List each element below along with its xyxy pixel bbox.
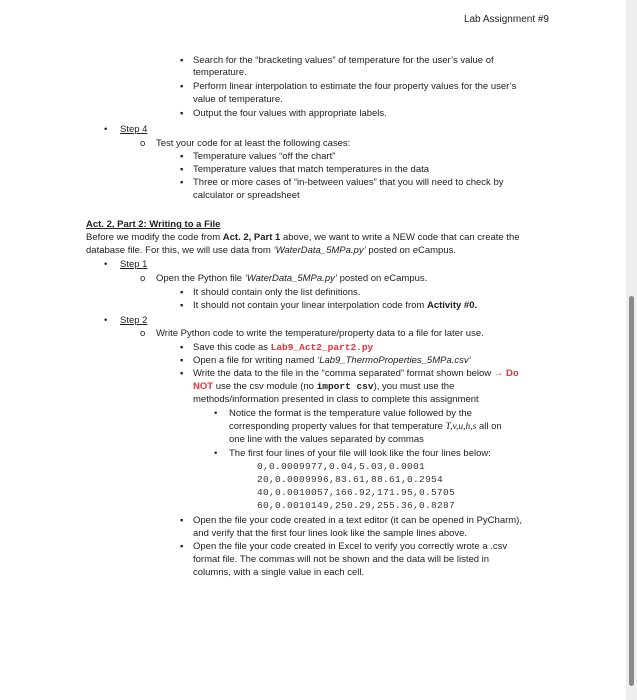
text-line: Temperature values that match temperatures in the data: [193, 164, 430, 175]
square-bullet-icon: ▪: [180, 342, 184, 353]
circle-bullet-icon: o: [140, 273, 146, 284]
step2-label: Step 2: [120, 315, 148, 326]
text-line: Open the file your code created in a text editor (it can be opened in PyCharm),: [193, 515, 522, 526]
section-heading: Act. 2, Part 2: Writing to a File: [86, 219, 221, 230]
text-line: one line with the values separated by commas: [229, 434, 424, 445]
intro-line: database file. For this, we will use data from ‘WaterData_5MPa.py’ posted on eCampus.: [86, 245, 456, 256]
square-bullet-icon: ▪: [180, 164, 184, 175]
square-bullet-icon: ▪: [180, 541, 184, 552]
text-line: columns, with a single value in each cell.: [193, 567, 365, 578]
text-line: and verify that the first four lines look like the sample lines above.: [193, 528, 468, 539]
text-line: methods/information presented in class to complete this assignment: [193, 394, 479, 405]
square-bullet-icon: ▪: [180, 300, 184, 311]
step1-label: Step 1: [120, 259, 148, 270]
csv-sample-line: 0,0.0009977,0.04,5.03,0.0001: [257, 461, 426, 472]
square-bullet-icon: ▪: [180, 108, 184, 119]
text-line: Temperature values “off the chart”: [193, 151, 336, 162]
text-line: Output the four values with appropriate labels.: [193, 108, 387, 119]
square-bullet-icon: ▪: [180, 81, 184, 92]
text-line: temperature.: [193, 67, 247, 78]
text-line: It should contain only the list definitions.: [193, 287, 361, 298]
round-bullet-icon: •: [214, 408, 218, 419]
csv-sample-line: 40,0.0010057,166.92,171.95,0.5705: [257, 487, 456, 498]
round-bullet-icon: •: [214, 448, 218, 459]
text-line: Write the data to the file in the “comma separated” format shown below → Do: [193, 368, 519, 379]
square-bullet-icon: ▪: [180, 515, 184, 526]
page-header: Lab Assignment #9: [463, 14, 549, 25]
square-bullet-icon: ▪: [180, 368, 184, 379]
text-line: Open a file for writing named ‘Lab9_ThermoProperties_5MPa.csv’: [193, 355, 471, 366]
text-line: Open the Python file ‘WaterData_5MPa.py’ posted on eCampus.: [156, 273, 428, 284]
square-bullet-icon: ▪: [180, 355, 184, 366]
text-line: calculator or spreadsheet: [193, 190, 300, 201]
square-bullet-icon: ▪: [180, 55, 184, 66]
text-line: Open the file your code created in Excel to verify you correctly wrote a .csv: [193, 541, 508, 552]
text-line: format file. The commas will not be shown and the data will be listed in: [193, 554, 490, 565]
intro-line: Before we modify the code from Act. 2, Part 1 above, we want to write a NEW code that can create the: [86, 232, 520, 243]
step4-label: Step 4: [120, 124, 148, 135]
text-line: value of temperature.: [193, 94, 283, 105]
text-line: Search for the “bracketing values” of temperature for the user’s value of: [193, 55, 494, 66]
text-line: The first four lines of your file will look like the four lines below:: [229, 448, 491, 459]
round-bullet-icon: •: [104, 315, 108, 326]
square-bullet-icon: ▪: [180, 177, 184, 188]
text-line: corresponding property values for that temperature T,v,u,h,s all on: [229, 421, 502, 432]
text-line: Notice the format is the temperature value followed by the: [229, 408, 472, 419]
text-line: Three or more cases of “in-between values” that you will need to check by: [193, 177, 504, 188]
text-line: Save this code as Lab9_Act2_part2.py: [193, 342, 374, 353]
round-bullet-icon: •: [104, 124, 108, 135]
square-bullet-icon: ▪: [180, 151, 184, 162]
text-line: It should not contain your linear interpolation code from Activity #0.: [193, 300, 478, 311]
csv-sample-line: 60,0.0010149,250.29,255.36,0.8287: [257, 500, 456, 511]
text-line: Perform linear interpolation to estimate the four property values for the user’s: [193, 81, 517, 92]
text-line: NOT use the csv module (no import csv), you must use the: [193, 381, 455, 392]
scrollbar-thumb[interactable]: [629, 296, 634, 686]
square-bullet-icon: ▪: [180, 287, 184, 298]
csv-sample-line: 20,0.0009996,83.61,88.61,0.2954: [257, 474, 444, 485]
text-line: Write Python code to write the temperature/property data to a file for later use.: [156, 328, 484, 339]
circle-bullet-icon: o: [140, 328, 146, 339]
round-bullet-icon: •: [104, 259, 108, 270]
text-line: Test your code for at least the following cases:: [156, 138, 351, 149]
circle-bullet-icon: o: [140, 138, 146, 149]
